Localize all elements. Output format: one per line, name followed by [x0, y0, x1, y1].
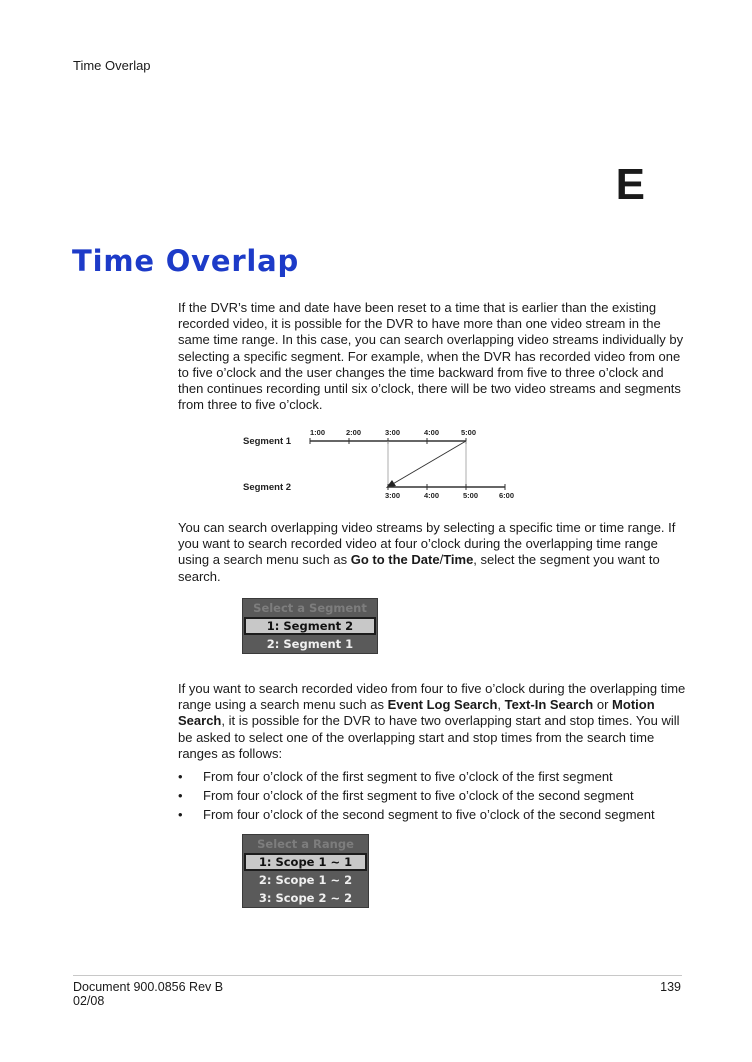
segment-search-paragraph [178, 520, 688, 585]
menu-name-emphasis: Event Log Search [387, 697, 498, 713]
text-run: , [497, 697, 505, 713]
segment1-label: Segment 1 [243, 436, 292, 447]
segment2-tick-label: 6:00 [499, 491, 515, 500]
segment2-tick-label: 4:00 [424, 491, 440, 500]
text-run: You can search overlapping video streams by selecting a specific time or time range. If you want to search recorded video at four o’clock during the overlapping time range using a search menu such as [178, 520, 676, 568]
segment1-tick-label: 3:00 [385, 428, 401, 437]
select-segment-menu [242, 598, 378, 654]
segment2-tick-label: 3:00 [385, 491, 401, 500]
text-run: / [439, 552, 444, 568]
select-range-menu [242, 834, 369, 908]
text-run: or [593, 697, 613, 713]
menu-name-emphasis: Motion Search [178, 697, 655, 729]
menu-title: Select a Range [257, 837, 354, 851]
menu-title: Select a Segment [253, 601, 367, 615]
segment1-tick-label: 5:00 [461, 428, 477, 437]
appendix-letter: E [615, 160, 645, 209]
segment-option-1[interactable]: 1: Segment 2 [244, 617, 376, 635]
range-option-1[interactable]: 1: Scope 1 ~ 1 [244, 853, 367, 871]
range-option-3[interactable]: 3: Scope 2 ~ 2 [258, 891, 353, 905]
page-number: 139 [660, 980, 681, 994]
segment1-tick-label: 4:00 [424, 428, 440, 437]
menu-name-emphasis: Go to the Date [350, 552, 440, 568]
running-header: Time Overlap [73, 58, 151, 73]
list-item: • From four o’clock of the second segment to five o’clock of the second segment [178, 805, 698, 824]
text-run: , select the segment you want to search. [178, 552, 660, 584]
range-option-2[interactable]: 2: Scope 1 ~ 2 [258, 873, 353, 887]
range-search-paragraph [178, 681, 688, 762]
time-range-list [178, 767, 698, 824]
text-run: , it is possible for the DVR to have two overlapping start and stop times. You will be asked to select one of the overlapping start and stop times from the search time ranges as follows: [178, 713, 680, 761]
page-title: Time Overlap [72, 244, 300, 278]
segment-timeline-diagram [240, 425, 525, 503]
segment1-tick-label: 1:00 [310, 428, 326, 437]
segment1-tick-label: 2:00 [346, 428, 362, 437]
menu-name-emphasis: Text-In Search [504, 697, 594, 713]
text-run: If you want to search recorded video from four to five o’clock during the overlapping time range using a search menu such as [178, 681, 686, 713]
segment-option-2[interactable]: 2: Segment 1 [266, 637, 354, 651]
footer-document-number: Document 900.0856 Rev B [73, 980, 224, 994]
footer-date: 02/08 [73, 994, 105, 1008]
list-item: • From four o’clock of the first segment to five o’clock of the second segment [178, 786, 698, 805]
menu-name-emphasis: Time [443, 552, 474, 568]
segment2-tick-label: 5:00 [463, 491, 479, 500]
list-item: • From four o’clock of the first segment to five o’clock of the first segment [178, 767, 698, 786]
segment2-label: Segment 2 [243, 482, 292, 493]
time-reset-arrow [391, 441, 466, 485]
footer-divider [73, 975, 682, 976]
intro-paragraph: If the DVR’s time and date have been reset to a time that is earlier than the existing recorded video, it is possible for the DVR to have more than one video stream in the same time range. In this case, you can search overlapping video streams individually by selecting a specific segment. For example, when the DVR has recorded video from one to five o’clock and the user changes the time backward from five to three o’clock and then continues recording until six o’clock, there will be two video streams and segments from three to five o’clock. [178, 300, 684, 413]
